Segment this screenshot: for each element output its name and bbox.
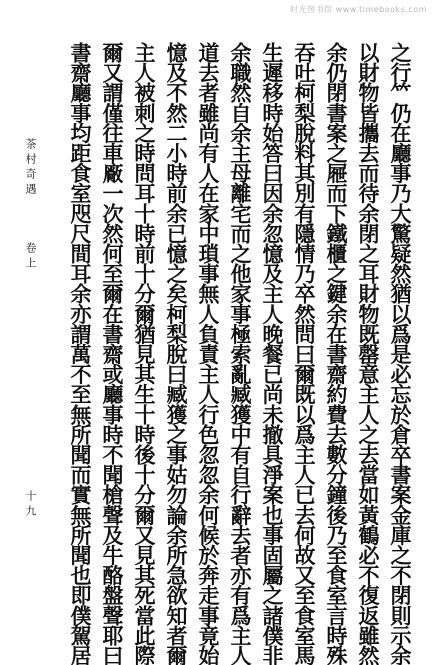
watermark: 时光图书馆 www.timebooks.com <box>290 5 427 14</box>
text-column-7: 道去者雖尚有人在家中瑣事無人負責主人行色忽忽余何候於奔走事竟始 <box>196 42 221 665</box>
text-column-11: 書齋廳事均距食室咫尺間耳余亦謂萬不至無所聞而實無所聞也即僕駕居 <box>68 42 93 665</box>
text-column-9: 主人被刺之時問耳十時前十分爾猶見其生十時後十分爾又見其死當此際 <box>132 42 157 665</box>
margin-page-number: 十九 <box>24 490 37 520</box>
text-column-2: 以財物皆攜去而待余閉之耳財物既罄意主人之去當如黃鶴必不復返雖然 <box>356 42 381 665</box>
text-column-10: 爾又謂僅往車廠一次然何至爾在書齋或廳事時不聞槍聲及牛酪盤聲耶曰 <box>100 42 125 665</box>
text-column-5: 生遲移時始答曰因余忽憶及主人晚餐已尚未撤具淨案也事固屬之諸僕非 <box>260 42 285 665</box>
text-column-6: 余職然自余主母離宅而之他家事極索亂臧獲中有自行辭去者亦有爲主人 <box>228 42 253 665</box>
text-column-1: 之行𥫗仍在廳事乃大驚疑然猶以爲是必忘於倉卒書案金庫之不閉則示余 <box>388 42 413 665</box>
margin-volume: 卷上 <box>24 242 37 272</box>
text-column-3: 余仍閉書案之屜而下鐵櫃之鍵余在書齋約費去數分鐘後乃至食室言時殊 <box>324 42 349 665</box>
margin-book-title: 茶村奇遇 <box>24 138 37 198</box>
text-column-8: 憶及不然二小時前余已憶之矣柯梨脫曰臧獲之事姑勿論余所急欲知者爾 <box>164 42 189 665</box>
text-column-4: 吞吐柯梨脫料其別有隱情乃卒然問曰爾既以爲主人已去何故又至食室馬 <box>292 42 317 665</box>
